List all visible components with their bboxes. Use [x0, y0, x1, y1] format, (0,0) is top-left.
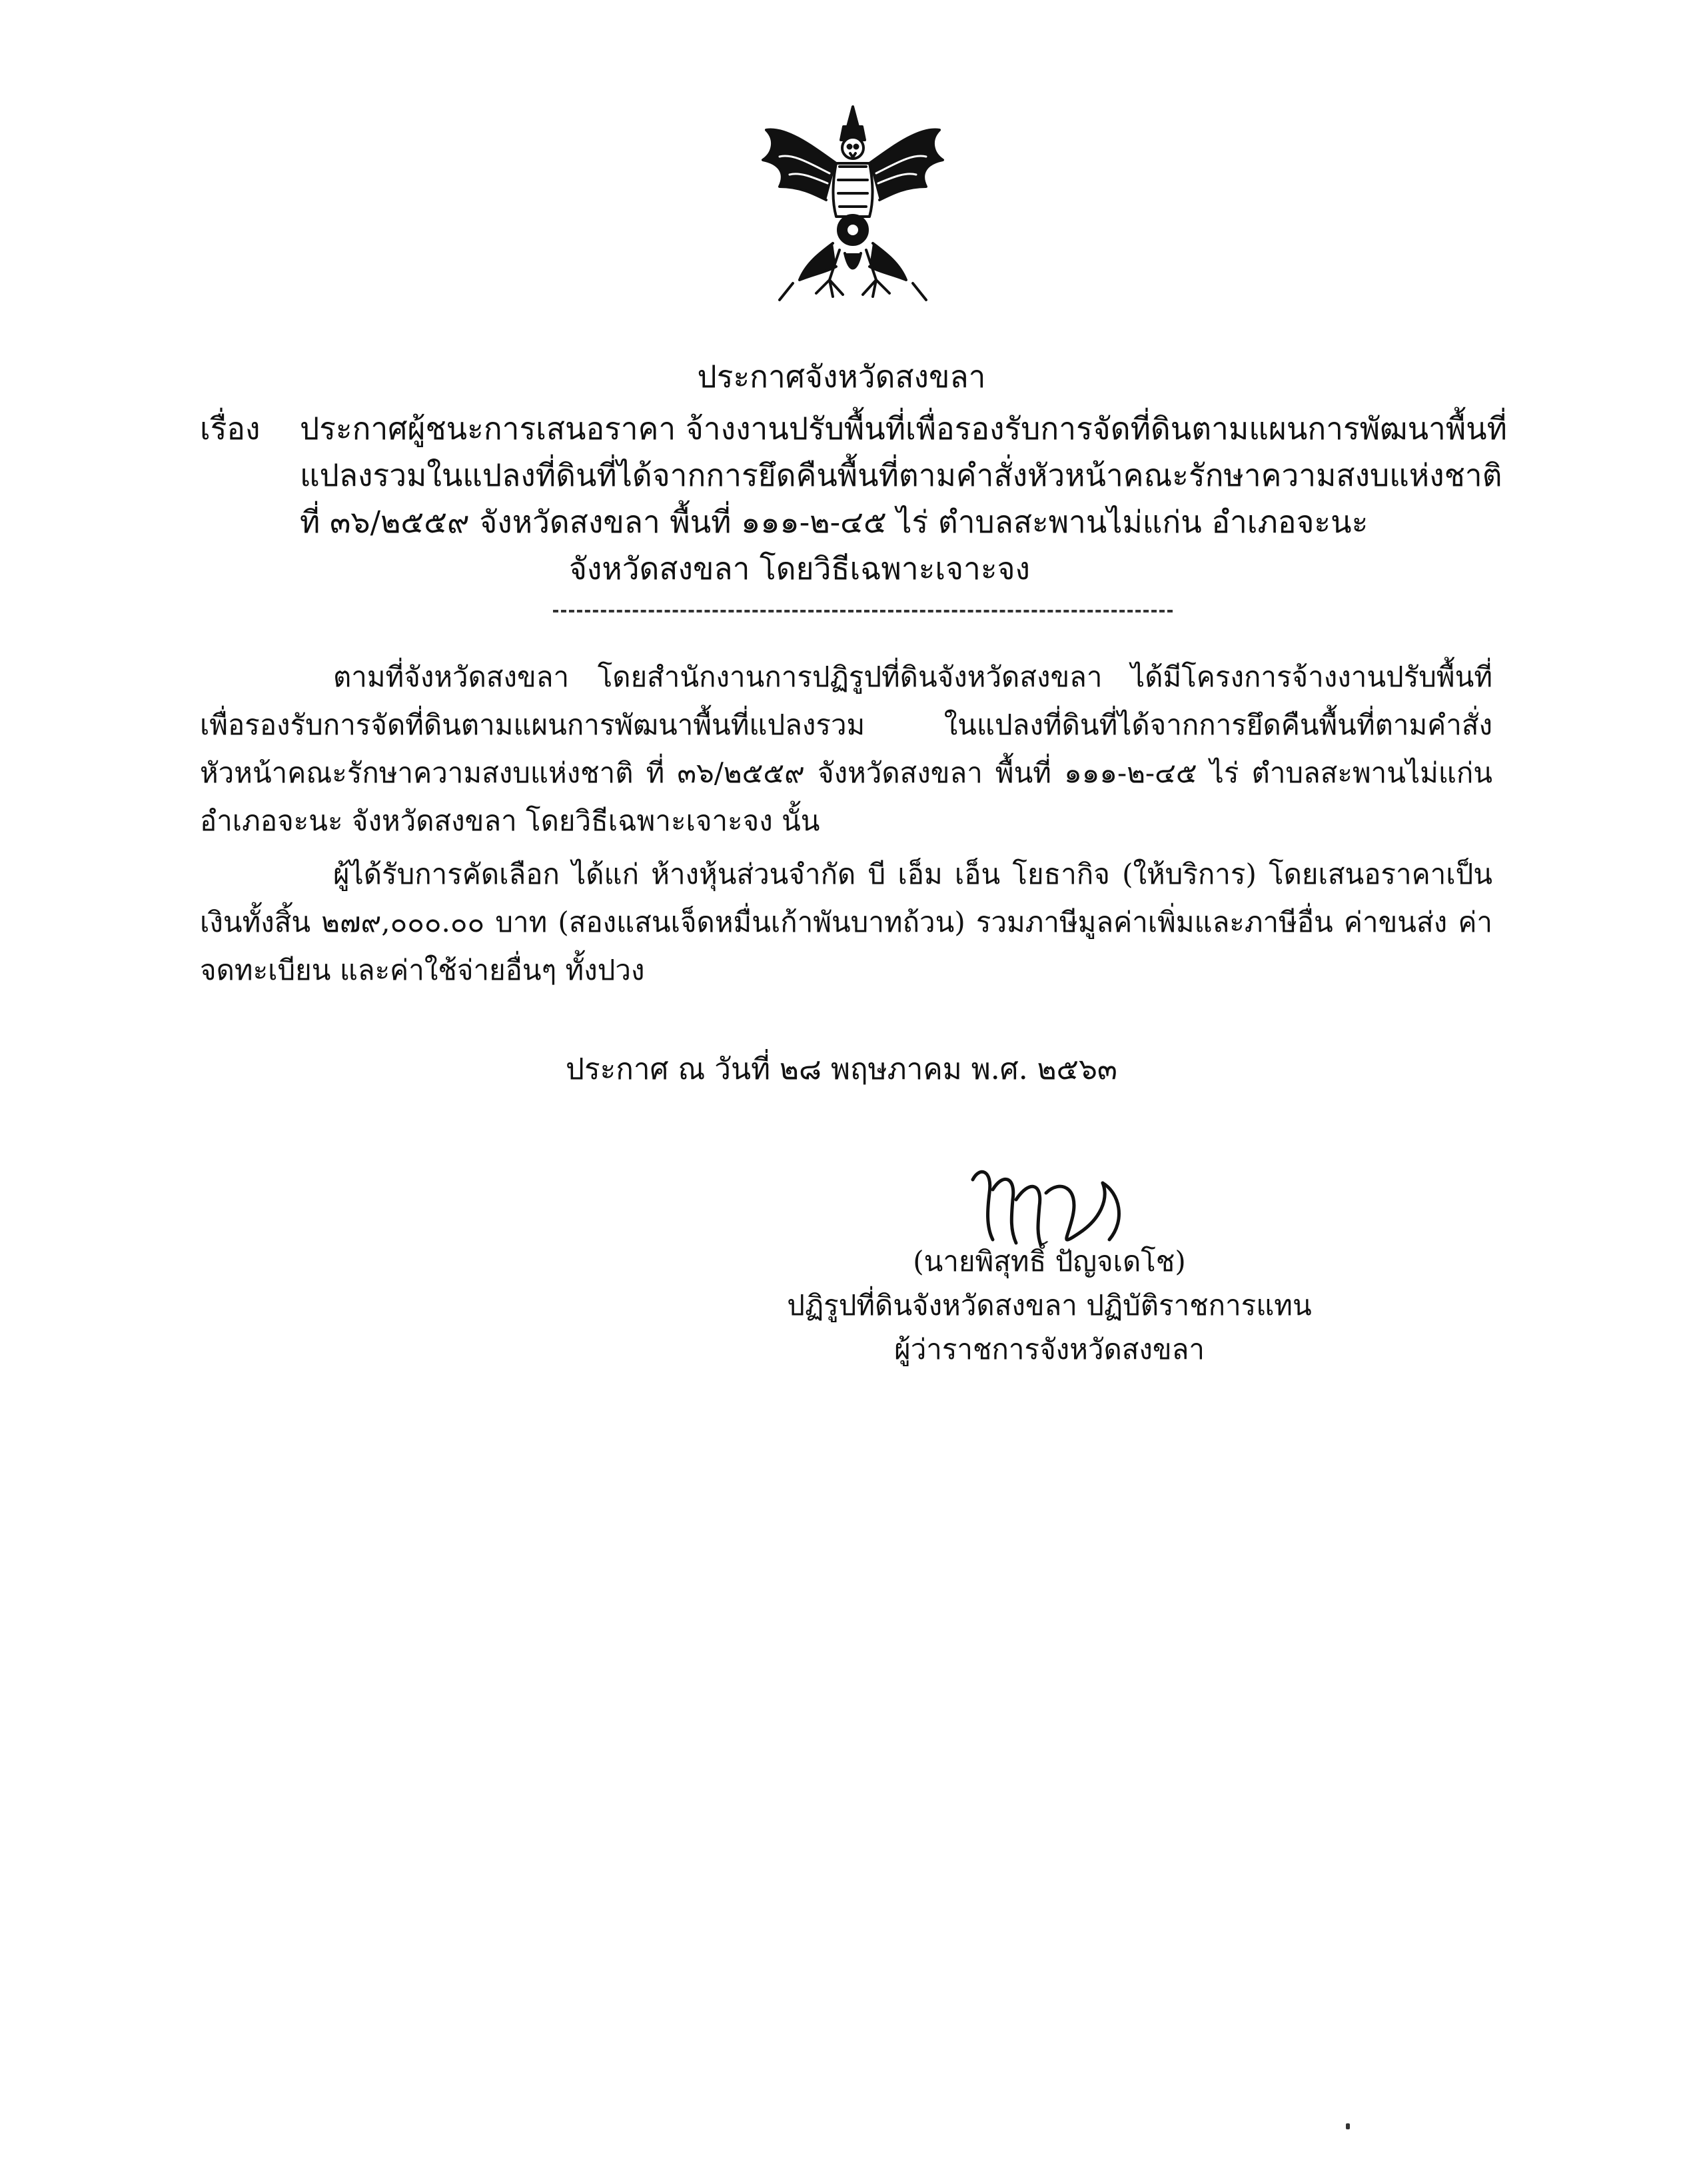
- body-paragraph-2: ผู้ได้รับการคัดเลือก ได้แก่ ห้างหุ้นส่วนจำกัด บี เอ็ม เอ็น โยธากิจ (ให้บริการ) โดยเสนอราคาเป็นเงินทั้งสิ้น ๒๗๙,๐๐๐.๐๐ บาท (สองแสนเจ็ดหมื่นเก้าพันบาทถ้วน) รวมภาษีมูลค่าเพิ่มและภาษีอื่น ค่าขนส่ง ค่าจดทะเบียน และค่าใช้จ่ายอื่นๆ ทั้งปวง: [200, 858, 1493, 986]
- dashed-separator: [553, 610, 1173, 612]
- document-title: ประกาศจังหวัดสงขลา: [697, 359, 986, 395]
- subject-line-2: แปลงรวมในแปลงที่ดินที่ได้จากการยึดคืนพื้นที่ตามคำสั่งหัวหน้าคณะรักษาความสงบแห่งชาติ: [300, 457, 1502, 493]
- signature-block: [700, 1240, 1399, 1372]
- scan-speck: [1346, 2123, 1350, 2129]
- subject-label: เรื่อง: [200, 411, 261, 447]
- body-paragraph-1: ตามที่จังหวัดสงขลา โดยสำนักงานการปฏิรูปที่ดินจังหวัดสงขลา ได้มีโครงการจ้างงานปรับพื้นที่เพื่อรองรับการจัดที่ดินตามแผนการพัฒนาพื้นที่แปลงรวม ในแปลงที่ดินที่ได้จากการยึดคืนพื้นที่ตามคำสั่งหัวหน้าคณะรักษาความสงบแห่งชาติ ที่ ๓๖/๒๕๕๙ จังหวัดสงขลา พื้นที่ ๑๑๑-๒-๔๕ ไร่ ตำบลสะพานไม่แก่น อำเภอจะนะ จังหวัดสงขลา โดยวิธีเฉพาะเจาะจง นั้น: [200, 660, 1492, 837]
- subject-line-4: จังหวัดสงขลา โดยวิธีเฉพาะเจาะจง: [568, 550, 1031, 586]
- signer-position-1: ปฏิรูปที่ดินจังหวัดสงขลา ปฏิบัติราชการแทน: [787, 1289, 1312, 1322]
- announcement-date: ประกาศ ณ วันที่ ๒๘ พฤษภาคม พ.ศ. ๒๕๖๓: [566, 1052, 1117, 1086]
- garuda-emblem-icon: [753, 100, 953, 313]
- subject-lines: [300, 405, 1507, 592]
- body-text: [200, 653, 1492, 1000]
- signer-name: (นายพิสุทธิ์ ปัญจเดโช): [913, 1245, 1186, 1278]
- subject-line-1: ประกาศผู้ชนะการเสนอราคา จ้างงานปรับพื้นที่เพื่อรองรับการจัดที่ดินตามแผนการพัฒนาพื้นที่: [300, 411, 1507, 447]
- subject-line-3: ที่ ๓๖/๒๕๕๙ จังหวัดสงขลา พื้นที่ ๑๑๑-๒-๔๕ ไร่ ตำบลสะพานไม่แก่น อำเภอจะนะ: [300, 504, 1369, 540]
- signer-position-2: ผู้ว่าราชการจังหวัดสงขลา: [894, 1333, 1205, 1366]
